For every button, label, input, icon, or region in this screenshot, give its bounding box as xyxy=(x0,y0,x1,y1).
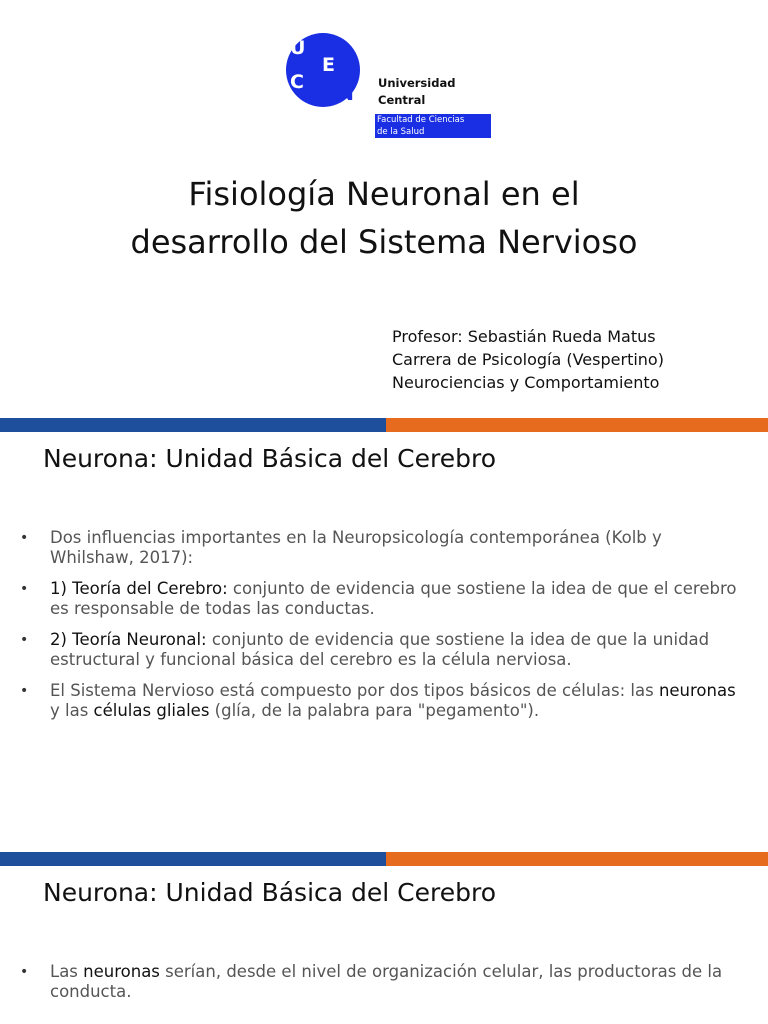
bullet-text: conjunto de evidencia que sostiene la idea de que el cerebro es responsable de todas las conductas. xyxy=(50,579,737,618)
divider-blue-segment xyxy=(0,418,386,432)
byline xyxy=(392,325,664,394)
bullet-text: y las xyxy=(50,701,94,720)
divider-bar xyxy=(0,418,768,432)
bullet-item xyxy=(20,579,750,619)
faculty-line1: Facultad de Ciencias xyxy=(377,115,465,125)
divider-blue-segment xyxy=(0,852,386,866)
byline-professor: Profesor: Sebastián Rueda Matus xyxy=(392,327,656,346)
slide-neurona-2 xyxy=(0,852,768,1024)
bullet-text: conjunto de evidencia que sostiene la idea de que la unidad estructural y funcional básica del cerebro es la célula nerviosa. xyxy=(50,630,710,669)
university-name-line2: Central xyxy=(378,93,426,107)
bullet-text: Las xyxy=(50,962,84,981)
university-name xyxy=(378,75,455,109)
bullet-list xyxy=(20,528,750,732)
bullet-item xyxy=(20,962,750,1002)
slide-heading: Neurona: Unidad Básica del Cerebro xyxy=(43,878,497,907)
bullet-dot: • xyxy=(20,581,29,597)
bullet-text: (glía, de la palabra para "pegamento"). xyxy=(209,701,540,720)
logo-letter-e: E xyxy=(322,54,335,76)
slide-neurona-1 xyxy=(0,418,768,852)
bullet-text: Dos influencias importantes en la Neuropsicología contemporánea (Kolb y Whilshaw, 2017): xyxy=(50,528,662,567)
bullet-term: 1) Teoría del Cerebro: xyxy=(50,579,228,598)
slide-heading: Neurona: Unidad Básica del Cerebro xyxy=(43,444,497,473)
divider-orange-segment xyxy=(386,852,768,866)
title-slide xyxy=(0,0,768,418)
bullet-term: neuronas xyxy=(658,681,736,700)
bullet-item xyxy=(20,528,750,568)
logo-letter-u: U xyxy=(290,37,306,59)
title-line1: Fisiología Neuronal en el xyxy=(188,175,580,213)
byline-course: Neurociencias y Comportamiento xyxy=(392,373,660,392)
logo-letter-n: N xyxy=(338,83,354,105)
bullet-list xyxy=(20,962,750,1013)
title-line2: desarrollo del Sistema Nervioso xyxy=(130,223,638,261)
presentation-title xyxy=(0,170,768,266)
bullet-dot: • xyxy=(20,530,29,546)
bullet-term: 2) Teoría Neuronal: xyxy=(50,630,207,649)
bullet-item xyxy=(20,630,750,670)
logo-letter-c: C xyxy=(290,71,304,93)
byline-career: Carrera de Psicología (Vespertino) xyxy=(392,350,664,369)
bullet-term: células gliales xyxy=(93,701,210,720)
university-name-line1: Universidad xyxy=(378,76,456,90)
divider-bar xyxy=(0,852,768,866)
bullet-dot: • xyxy=(20,632,29,648)
bullet-dot: • xyxy=(20,683,29,699)
bullet-item xyxy=(20,681,750,721)
faculty-line2: de la Salud xyxy=(377,127,425,137)
bullet-dot: • xyxy=(20,964,29,980)
bullet-text: El Sistema Nervioso está compuesto por dos tipos básicos de células: las xyxy=(50,681,659,700)
divider-orange-segment xyxy=(386,418,768,432)
bullet-text: serían, desde el nivel de organización celular, las productoras de la conducta. xyxy=(50,962,723,1001)
faculty-label xyxy=(375,114,491,138)
university-logo xyxy=(286,33,496,143)
bullet-term: neuronas xyxy=(83,962,160,981)
